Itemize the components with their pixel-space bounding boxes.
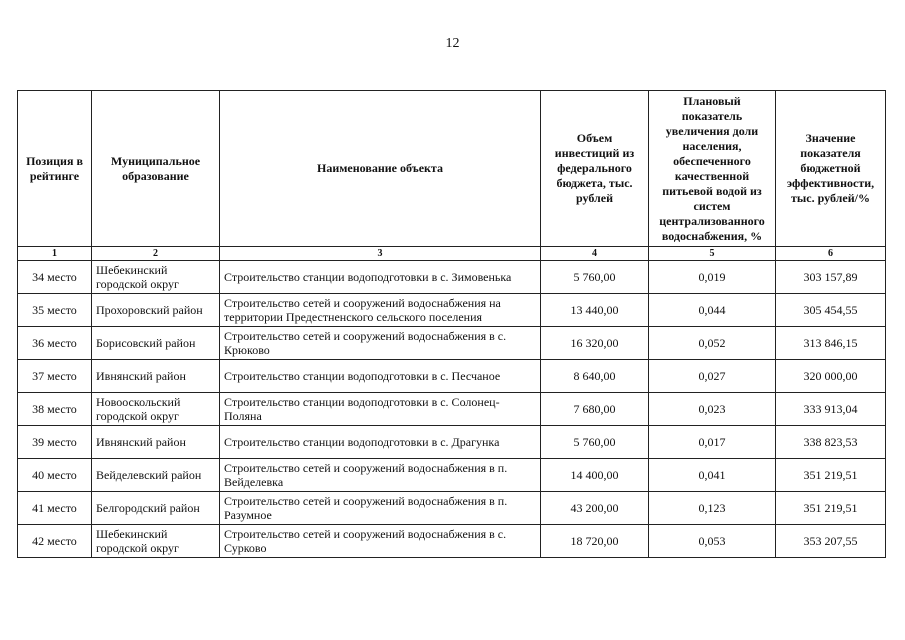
header-planned-indicator: Плановый показатель увеличения доли населения, обеспеченного качественной питьевой водой из систем централизованного водоснабжения, % (649, 91, 776, 247)
cell-investment: 5 760,00 (541, 426, 649, 459)
cell-object-name: Строительство станции водоподготовки в с. Драгунка (220, 426, 541, 459)
cell-object-name: Строительство станции водоподготовки в с. Солонец-Поляна (220, 393, 541, 426)
cell-planned-indicator: 0,044 (649, 294, 776, 327)
cell-investment: 16 320,00 (541, 327, 649, 360)
cell-position: 35 место (18, 294, 92, 327)
column-number: 2 (92, 247, 220, 261)
column-number: 5 (649, 247, 776, 261)
cell-municipality: Белгородский район (92, 492, 220, 525)
cell-object-name: Строительство станции водоподготовки в с. Зимовенька (220, 261, 541, 294)
cell-planned-indicator: 0,023 (649, 393, 776, 426)
cell-investment: 18 720,00 (541, 525, 649, 558)
cell-planned-indicator: 0,027 (649, 360, 776, 393)
cell-object-name: Строительство сетей и сооружений водоснабжения в п. Разумное (220, 492, 541, 525)
cell-efficiency: 351 219,51 (776, 459, 886, 492)
cell-planned-indicator: 0,019 (649, 261, 776, 294)
cell-efficiency: 353 207,55 (776, 525, 886, 558)
cell-efficiency: 303 157,89 (776, 261, 886, 294)
cell-position: 38 место (18, 393, 92, 426)
cell-municipality: Шебекинский городской округ (92, 261, 220, 294)
cell-planned-indicator: 0,041 (649, 459, 776, 492)
cell-planned-indicator: 0,017 (649, 426, 776, 459)
cell-position: 36 место (18, 327, 92, 360)
cell-municipality: Шебекинский городской округ (92, 525, 220, 558)
cell-position: 42 место (18, 525, 92, 558)
cell-object-name: Строительство сетей и сооружений водоснабжения на территории Предестненского сельского поселения (220, 294, 541, 327)
header-row (18, 91, 886, 247)
cell-investment: 14 400,00 (541, 459, 649, 492)
cell-municipality: Прохоровский район (92, 294, 220, 327)
cell-position: 41 место (18, 492, 92, 525)
cell-position: 39 место (18, 426, 92, 459)
page-number: 12 (445, 36, 460, 51)
cell-planned-indicator: 0,053 (649, 525, 776, 558)
cell-efficiency: 305 454,55 (776, 294, 886, 327)
cell-efficiency: 313 846,15 (776, 327, 886, 360)
table-row (18, 525, 886, 558)
cell-position: 37 место (18, 360, 92, 393)
header-position: Позиция в рейтинге (18, 91, 92, 247)
cell-position: 34 место (18, 261, 92, 294)
cell-efficiency: 333 913,04 (776, 393, 886, 426)
column-number: 1 (18, 247, 92, 261)
cell-municipality: Новооскольский городской округ (92, 393, 220, 426)
cell-investment: 8 640,00 (541, 360, 649, 393)
table-row (18, 294, 886, 327)
cell-investment: 13 440,00 (541, 294, 649, 327)
table-row (18, 426, 886, 459)
cell-municipality: Вейделевский район (92, 459, 220, 492)
table-row (18, 261, 886, 294)
cell-efficiency: 351 219,51 (776, 492, 886, 525)
cell-investment: 7 680,00 (541, 393, 649, 426)
cell-planned-indicator: 0,052 (649, 327, 776, 360)
header-municipality: Муниципальное образование (92, 91, 220, 247)
cell-municipality: Ивнянский район (92, 360, 220, 393)
header-efficiency: Значение показателя бюджетной эффективности, тыс. рублей/% (776, 91, 886, 247)
cell-municipality: Ивнянский район (92, 426, 220, 459)
cell-object-name: Строительство сетей и сооружений водоснабжения в с. Крюково (220, 327, 541, 360)
header-object-name: Наименование объекта (220, 91, 541, 247)
cell-planned-indicator: 0,123 (649, 492, 776, 525)
cell-investment: 43 200,00 (541, 492, 649, 525)
table-row (18, 393, 886, 426)
table-row (18, 327, 886, 360)
table-row (18, 459, 886, 492)
cell-position: 40 место (18, 459, 92, 492)
header-investment: Объем инвестиций из федерального бюджета, тыс. рублей (541, 91, 649, 247)
column-number: 3 (220, 247, 541, 261)
column-number-row (18, 247, 886, 261)
table-row (18, 492, 886, 525)
table-row (18, 360, 886, 393)
cell-object-name: Строительство станции водоподготовки в с. Песчаное (220, 360, 541, 393)
column-number: 4 (541, 247, 649, 261)
cell-municipality: Борисовский район (92, 327, 220, 360)
cell-investment: 5 760,00 (541, 261, 649, 294)
cell-efficiency: 338 823,53 (776, 426, 886, 459)
cell-object-name: Строительство сетей и сооружений водоснабжения в с. Сурково (220, 525, 541, 558)
column-number: 6 (776, 247, 886, 261)
cell-efficiency: 320 000,00 (776, 360, 886, 393)
cell-object-name: Строительство сетей и сооружений водоснабжения в п. Вейделевка (220, 459, 541, 492)
rating-table (17, 90, 886, 558)
